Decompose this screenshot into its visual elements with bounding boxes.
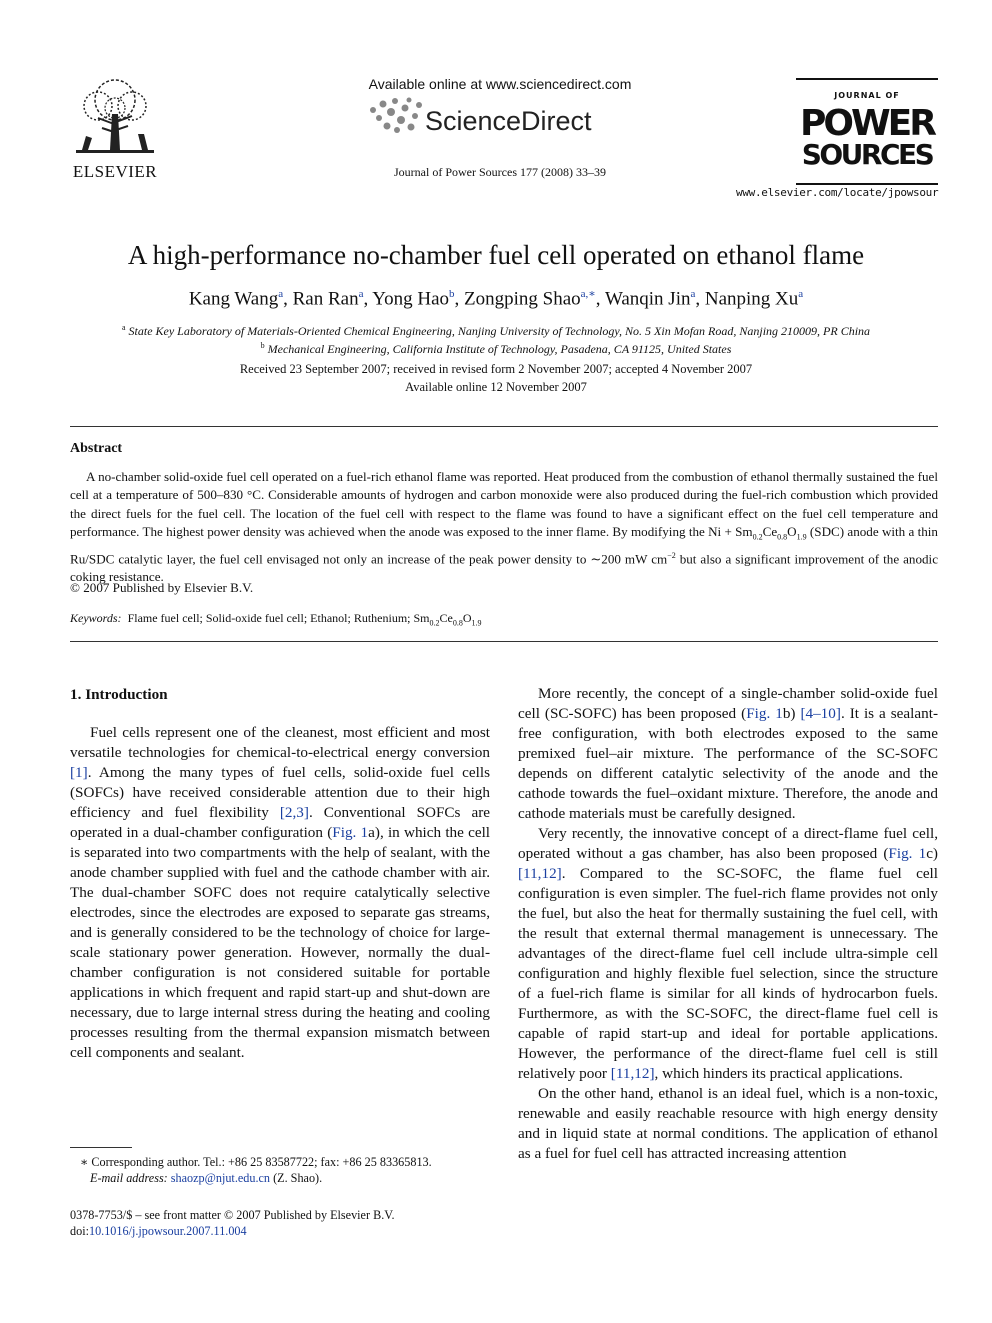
footnote-star: ∗ [80,1155,89,1169]
received-dates: Received 23 September 2007; received in revised form 2 November 2007; accepted 4 November 2007 [239,362,753,376]
author-affiliation-mark[interactable]: a [278,288,284,300]
front-matter-text: 0378-7753/$ – see front matter © 2007 Published by Elsevier B.V. [70,1208,395,1222]
divider [70,641,938,642]
right-column [518,684,938,1164]
author-name[interactable]: Ran Ran [292,288,359,310]
author-list [40,287,952,310]
keywords-label: Keywords: [70,611,122,625]
paragraph: Fuel cells represent one of the cleanest, most efficient and most versatile technologies for chemical-to-electrical energy conversion [1]. Among the many types of fuel cells, solid-oxide fuel cells (SOFCs) have received considerable attention due to their high efficiency and fuel flexibility [2,3]. Conventional SOFCs are operated in a dual-chamber configuration (Fig. 1a), in which the cell is separated into two compartments with the help of sealant, with the anode chamber supplied with fuel and the cathode chamber with air. The dual-chamber SOFC does not require catalytically selective electrodes, since the electrodes are exposed to separate gas streams, and is generally considered to be the technology of choice for large-scale stationary power generation. However, normally the dual-chamber configuration is not considered suitable for portable applications in which frequent and rapid start-up and shut-down are necessary, due to large internal stress during the heating and cooling processes resulting from the thermal expansion mismatch between cell components and sealant. [70,724,491,1061]
author-separator: , [363,288,373,310]
email-suffix: (Z. Shao). [270,1171,323,1185]
elsevier-wordmark: ELSEVIER [72,162,158,181]
journal-citation: Journal of Power Sources 177 (2008) 33–39 [394,165,606,179]
corresponding-author-footnote [70,1154,432,1186]
doi-label: doi: [70,1224,89,1238]
front-matter [70,1207,395,1239]
journal-power-sources-logo [796,78,938,186]
tree-icon [68,78,162,162]
affiliation-text: State Key Laboratory of Materials-Oriented Chemical Engineering, Nanjing University of Technology, No. 5 Xin Mofan Road, Nanjing 210009, PR China [128,324,871,338]
keywords: Keywords: Flame fuel cell; Solid-oxide fuel cell; Ethanol; Ruthenium; $Sm_{0.2}Ce_{0.8}O_{1.9}$ [70,611,482,628]
sciencedirect-text: ScienceDirect [425,106,592,136]
email-label: E-mail address: [90,1171,168,1185]
author-separator: , [695,288,705,310]
figure-link[interactable]: Fig. 1 [746,705,783,722]
citation-link[interactable]: [4–10] [800,705,841,722]
affiliation-mark: a [121,323,126,332]
paragraph: On the other hand, ethanol is an ideal fuel, which is a non-toxic, renewable and easily reachable resource with high energy density and in liquid state at normal conditions. The application of ethanol as a fuel for fuel cell has attracted increasing attention [518,1085,938,1162]
footnote-divider [70,1147,132,1148]
left-column [70,723,490,1063]
affiliation-text: Mechanical Engineering, California Institute of Technology, Pasadena, CA 91125, United States [267,342,732,356]
corresponding-author-text: Corresponding author. Tel.: +86 25 83587722; fax: +86 25 83365813. [88,1155,432,1169]
author-affiliation-mark[interactable]: a [690,288,696,300]
journal-logo-line-2: POWER [799,103,935,144]
author-name[interactable]: Wanqin Jin [604,288,691,310]
author-separator: , [283,288,293,310]
journal-logo-line-3: SOURCES [801,138,933,171]
keywords-text: Flame fuel cell; Solid-oxide fuel cell; Ethanol; Ruthenium; Sm [127,611,430,625]
figure-link[interactable]: Fig. 1 [332,824,369,841]
citation-link[interactable]: [1] [70,764,88,781]
author-name[interactable]: Zongping Shao [464,288,581,310]
email-link[interactable]: shaozp@njut.edu.cn [170,1171,271,1185]
author-affiliation-mark[interactable]: a,∗ [580,288,596,300]
author-affiliation-mark[interactable]: b [449,288,455,300]
sciencedirect-logo [365,96,605,140]
paragraph: More recently, the concept of a single-chamber solid-oxide fuel cell (SC-SOFC) has been proposed (Fig. 1b) [4–10]. It is a sealant-free configuration, with both electrodes exposed to the same premixed fuel–air mixture. The performance of the SC-SOFC depends on different catalytic selectivity of the anode and the cathode towards the fuel–oxidant mixture. Therefore, the anode and cathode materials must be carefully designed. [518,685,938,822]
author-affiliation-mark[interactable]: a [798,288,804,300]
affiliation-mark: b [260,341,265,350]
paragraph: Very recently, the innovative concept of a direct-flame fuel cell, operated without a gas chamber, has also been proposed (Fig. 1c) [11,12]. Compared to the SC-SOFC, the flame fuel cell configuration is even simpler. The fuel-rich flame provides not only the fuel, but also the heat for thermally sustaining the fuel cell, with the result that external thermal management is unnecessary. The advantages of the direct-flame fuel cell include ultra-simple cell configuration and highly flexible fuel selection, since the structure of a fuel-rich flame is similar for all kinds of hydrocarbon fuels. Furthermore, as with the SC-SOFC, the direct-flame fuel cell is capable of rapid start-up and ideal for portable applications. However, the performance of the direct-flame fuel cell is still relatively poor [11,12], which hinders its practical applications. [518,825,938,1082]
sciencedirect-dots-icon [365,96,605,140]
affiliation-a [40,323,952,339]
journal-logo-line-1: JOURNAL OF [834,91,900,100]
citation-link[interactable]: [2,3] [279,804,309,821]
abstract-heading: Abstract [70,441,123,456]
author-name[interactable]: Kang Wang [188,288,279,310]
available-online-date: Available online 12 November 2007 [405,380,587,394]
divider [70,426,938,427]
affiliation-b [40,341,952,357]
journal-url[interactable]: www.elsevier.com/locate/jpowsour [736,186,939,199]
abstract-text: A no-chamber solid-oxide fuel cell operated on a fuel-rich ethanol flame was reported. Heat produced from the combustion of ethanol thermally sustained the fuel cell at a temperature of 500–830 °C. Considerable amounts of hydrogen and carbon monoxide were also produced during the fuel-rich combustion which provided the direct fuels for the fuel cell. The location of the fuel cell with respect to the flame was found to have a significant effect on the fuel cell temperature and performance. The highest power density was achieved when the anode was exposed to the inner flame. By modifying the $Ni + Sm_{0.2}Ce_{0.8}O_{1.9}$ (SDC) anode with a thin Ru/SDC catalytic layer, the fuel cell envisaged not only an increase of the peak power density to ∼200 mW $cm^{-2}$ but also a significant improvement of the anodic coking resistance. [70,469,938,585]
figure-link[interactable]: Fig. 1 [888,845,927,862]
author-separator: , [454,288,465,310]
article-title: A high-performance no-chamber fuel cell operated on ethanol flame [127,240,865,270]
author-affiliation-mark[interactable]: a [358,288,364,300]
citation-link[interactable]: [11,12] [518,865,562,882]
citation-link[interactable]: [11,12] [610,1065,655,1082]
section-heading: 1. Introduction [70,686,168,703]
author-name[interactable]: Yong Hao [372,288,450,310]
author-separator: , [595,288,605,310]
doi-link[interactable]: 10.1016/j.jpowsour.2007.11.004 [88,1224,247,1238]
available-online-text: Available online at www.sciencedirect.com [368,76,632,92]
abstract-copyright: © 2007 Published by Elsevier B.V. [70,580,254,595]
author-name[interactable]: Nanping Xu [704,288,799,310]
